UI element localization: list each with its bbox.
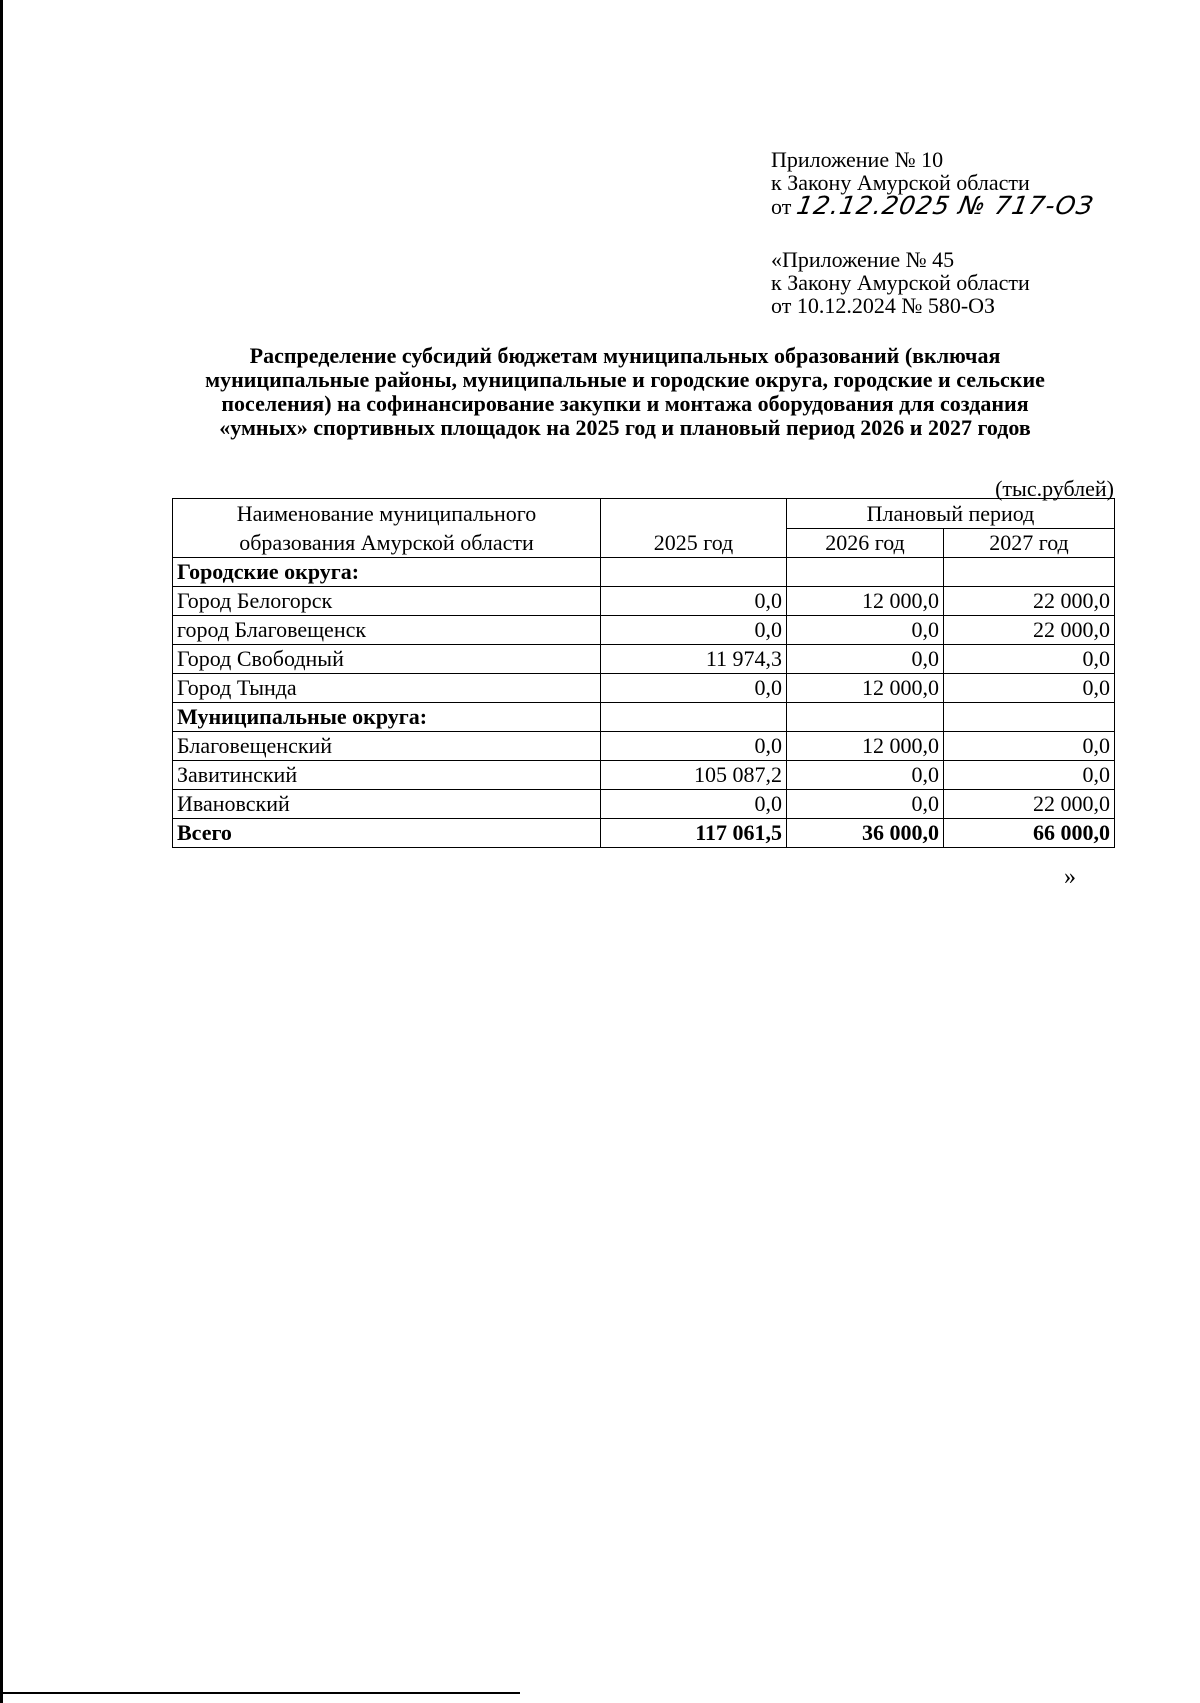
- row-name: Город Белогорск: [173, 587, 601, 616]
- row-name: Завитинский: [173, 761, 601, 790]
- scan-bottom-mark: [0, 1692, 520, 1694]
- cell-2025: 0,0: [601, 674, 787, 703]
- title-line-1: Распределение субсидий бюджетам муниципальных образований (включая: [249, 343, 1001, 368]
- cell-2025: 0,0: [601, 616, 787, 645]
- table-row: [173, 674, 1115, 703]
- cell-2026: 0,0: [787, 761, 944, 790]
- cell-2026: 12 000,0: [787, 587, 944, 616]
- cell-2026: 12 000,0: [787, 732, 944, 761]
- cell-2027: 22 000,0: [944, 790, 1115, 819]
- cell-2027: 0,0: [944, 674, 1115, 703]
- appendix-45-block: [771, 248, 1030, 317]
- table-row: [173, 645, 1115, 674]
- cell-2025: 0,0: [601, 790, 787, 819]
- total-2027: 66 000,0: [944, 819, 1115, 848]
- handwritten-date-number: 12.12.2025 № 717-ОЗ: [794, 191, 1097, 220]
- table-row: [173, 790, 1115, 819]
- appendix-45-date: от 10.12.2024 № 580-ОЗ: [771, 293, 996, 318]
- row-name: город Благовещенск: [173, 616, 601, 645]
- cell-2026: 0,0: [787, 645, 944, 674]
- row-name: Город Тында: [173, 674, 601, 703]
- scan-edge: [0, 0, 3, 1703]
- appendix-10-date-line: [771, 191, 1097, 220]
- header-2025: 2025 год: [601, 499, 787, 558]
- title-line-3: поселения) на софинансирование закупки и монтажа оборудования для создания: [221, 391, 1029, 416]
- header-planned-period: Плановый период: [787, 499, 1115, 529]
- closing-quote: »: [1064, 864, 1076, 890]
- table-row: [173, 761, 1115, 790]
- cell-2027: 22 000,0: [944, 587, 1115, 616]
- appendix-45-title: «Приложение № 45: [771, 247, 955, 272]
- cell-2026: 0,0: [787, 616, 944, 645]
- title-line-4: «умных» спортивных площадок на 2025 год и плановый период 2026 и 2027 годов: [219, 415, 1031, 440]
- cell-2027: 0,0: [944, 732, 1115, 761]
- subsidy-table: [172, 498, 1115, 848]
- row-name: Благовещенский: [173, 732, 601, 761]
- header-row-1: [173, 499, 1115, 529]
- cell-2026: 12 000,0: [787, 674, 944, 703]
- document-title: [150, 344, 1100, 440]
- group-row-city-districts: [173, 558, 1115, 587]
- cell-2025: 0,0: [601, 587, 787, 616]
- table-row: [173, 732, 1115, 761]
- table-row: [173, 616, 1115, 645]
- header-name-line-1: Наименование муниципального: [236, 501, 537, 526]
- cell-2025: 11 974,3: [601, 645, 787, 674]
- total-label: Всего: [173, 819, 601, 848]
- table-row: [173, 587, 1115, 616]
- total-2025: 117 061,5: [601, 819, 787, 848]
- row-name: Ивановский: [173, 790, 601, 819]
- header-name-line-2: образования Амурской области: [239, 530, 534, 555]
- appendix-45-law: к Закону Амурской области: [771, 270, 1030, 295]
- header-2027: 2027 год: [944, 528, 1115, 558]
- cell-2025: 105 087,2: [601, 761, 787, 790]
- row-name: Город Свободный: [173, 645, 601, 674]
- header-2026: 2026 год: [787, 528, 944, 558]
- total-row: [173, 819, 1115, 848]
- appendix-10-title: Приложение № 10: [771, 147, 944, 172]
- group-label: Городские округа:: [173, 558, 601, 587]
- cell-2027: 22 000,0: [944, 616, 1115, 645]
- cell-2026: 0,0: [787, 790, 944, 819]
- cell-2027: 0,0: [944, 761, 1115, 790]
- appendix-10-law: к Закону Амурской области: [771, 170, 1030, 195]
- unit-label: (тыс.рублей): [995, 476, 1114, 501]
- group-row-municipal-districts: [173, 703, 1115, 732]
- appendix-10-date-prefix: от: [771, 194, 792, 219]
- title-line-2: муниципальные районы, муниципальные и городские округа, городские и сельские: [205, 367, 1045, 392]
- appendix-10-block: [771, 147, 1097, 220]
- cell-2025: 0,0: [601, 732, 787, 761]
- header-name: [173, 499, 601, 558]
- total-2026: 36 000,0: [787, 819, 944, 848]
- cell-2027: 0,0: [944, 645, 1115, 674]
- group-label: Муниципальные округа:: [173, 703, 601, 732]
